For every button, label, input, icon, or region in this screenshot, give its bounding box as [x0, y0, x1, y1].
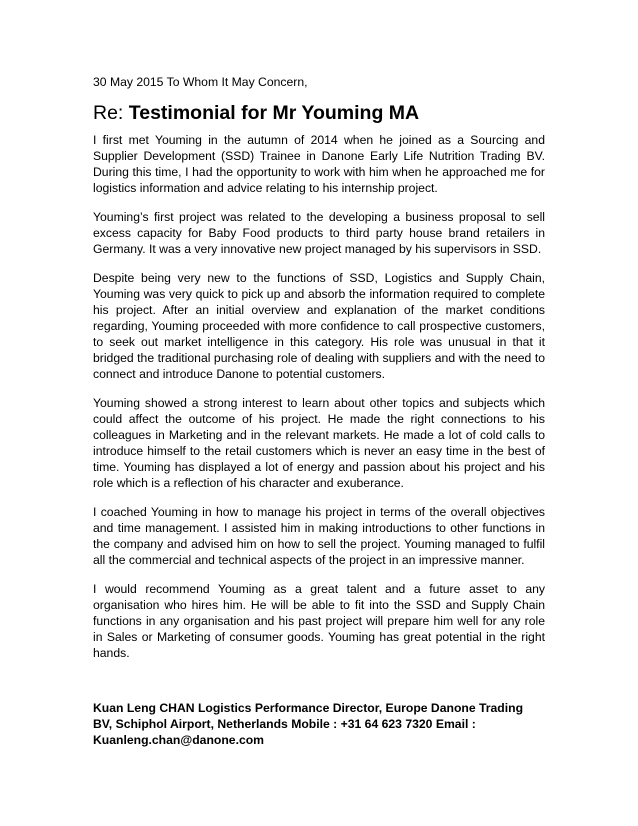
letter-dateline: 30 May 2015 To Whom It May Concern,: [93, 75, 308, 89]
letter-signature: Kuan Leng CHAN Logistics Performance Director, Europe Danone Trading BV, Schiphol Airport, Netherlands Mobile : +31 64 623 7320 Email : Kuanleng.chan@danone.com: [93, 701, 524, 747]
paragraph-recommendation: I would recommend Youming as a great talent and a future asset to any organisation who hires him. He will be able to fit into the SSD and Supply Chain functions in any organisation and his past project will prepare him well for any role in Sales or Marketing of consumer goods. Youming has great potential in the right hands.: [93, 582, 545, 660]
letter-subject: [93, 101, 419, 125]
paragraph-coaching: I coached Youming in how to manage his project in terms of the overall objectives and time management. I assisted him in making introductions to other functions in the company and advised him on how to sell the project. Youming managed to fulfil all the commercial and technical aspects of the project in an impressive manner.: [93, 505, 545, 567]
paragraph-learning: Despite being very new to the functions of SSD, Logistics and Supply Chain, Youming was very quick to pick up and absorb the information required to complete his project. After an initial overview and explanation of the market conditions regarding, Youming proceeded with more confidence to call prospective customers, to seek out market intelligence in this category. His role was unusual in that it bridged the traditional purchasing role of dealing with suppliers and with the need to connect and introduce Danone to potential customers.: [93, 271, 545, 381]
paragraph-intro: I first met Youming in the autumn of 2014 when he joined as a Sourcing and Supplier Development (SSD) Trainee in Danone Early Life Nutrition Trading BV. During this time, I had the opportunity to work with him when he approached me for logistics information and advice relating to his internship project.: [93, 133, 545, 195]
letter-body: [93, 132, 545, 674]
paragraph-first-project: Youming’s first project was related to the developing a business proposal to sell excess capacity for Baby Food products to third party house brand retailers in Germany. It was a very innovative new project managed by his supervisors in SSD.: [93, 210, 545, 256]
subject-title: Testimonial for Mr Youming MA: [128, 102, 420, 124]
subject-prefix: Re:: [93, 102, 129, 124]
paragraph-interest: Youming showed a strong interest to learn about other topics and subjects which could affect the outcome of his project. He made the right connections to his colleagues in Marketing and in the relevant markets. He made a lot of cold calls to introduce himself to the retail customers which is never an easy time in the best of time. Youming has displayed a lot of energy and passion about his project and his role which is a reflection of his character and exuberance.: [93, 396, 545, 490]
